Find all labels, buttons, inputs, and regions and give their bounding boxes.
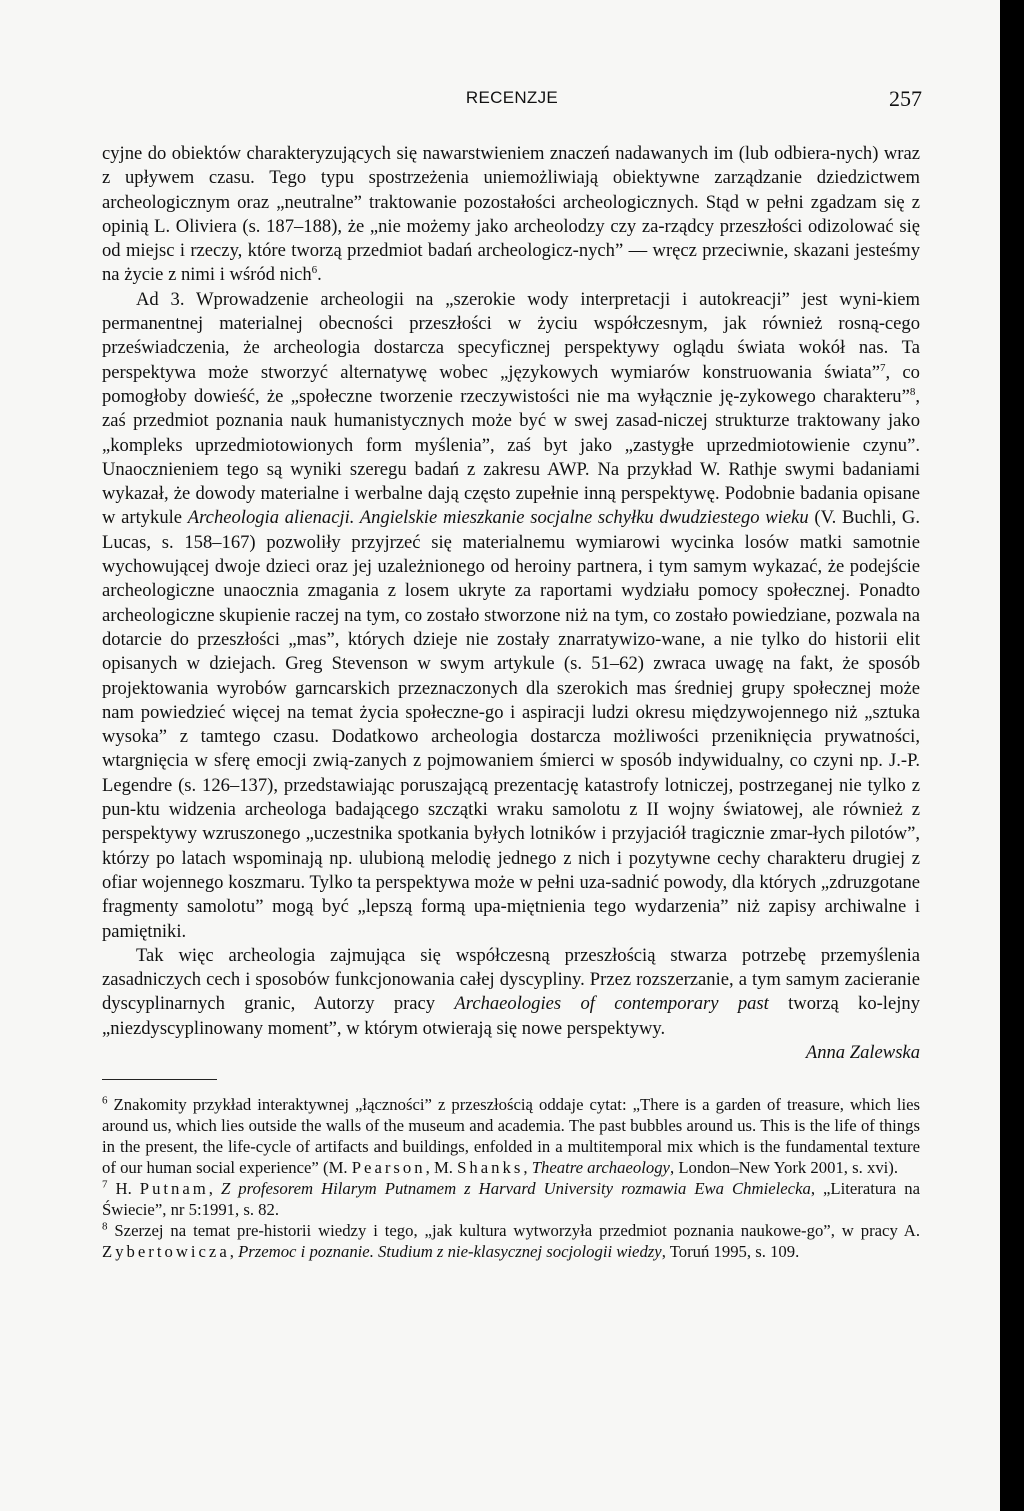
footnote-divider	[102, 1079, 217, 1080]
text-run: cyjne do obiektów charakteryzujących się nawarstwieniem znaczeń nadawanych im (lub odbiera-nych) wraz z upływem czasu. Tego typu spostrzeżenia uniemożliwiają obiektywne zarządzanie dziedzictwem archeologicznym oraz „neutralne” traktowanie pozostałości archeologicznych. Stąd w pełni zgadzam się z opinią L. Oliviera (s. 187–188), że „nie możemy jako archeolodzy czy za-rządcy przeszłości odizolować się od miejsc i rzeczy, które tworzą przedmiot badań archeologicz-nych” — wręcz przeciwnie, skazani jesteśmy na życie z nimi i wśród nich	[102, 143, 920, 286]
text-run: (V. Buchli, G. Lucas, s. 158–167) pozwoliły przyjrzeć się materialnemu wymiarowi wycinka losów matki samotnie wychowującej dwoje dzieci oraz jej uzależnionego od heroiny partnera, i tym samym wykazać, że podejście archeologiczne unaocznia zmagania z losem ukryte za raportami wydziału pomocy społecznej. Ponadto archeologiczne skupienie raczej na tym, co zostało stworzone niż na tym, co zostało powiedziane, pozwala na dotarcie do przeszłości „mas”, których dzieje nie zostały znarratywizo-wane, a nie tylko do historii elit opisanych w dziejach. Greg Stevenson w swym artykule (s. 51–62) zwraca uwagę na fakt, że sposób projektowania wyrobów garncarskich przeznaczonych dla szerokich mas średniej grupy społecznej może nam powiedzieć więcej na temat życia społeczne-go i aspiracji ludzi okresu międzywojennego niż „sztuka wysoka” z tamtego czasu. Dodatkowo archeologia dostarcza możliwości przeniknięcia prywatności, wtargnięcia w sferę emocji zwią-zanych z pojmowaniem śmierci w sposób indywidualny, co czyni np. J.-P. Legendre (s. 126–137), przedstawiając poruszającą prezentację katastrofy lotniczej, postrzeganej nie tylko z pun-ktu widzenia archeologa badającego szczątki wraku samolotu z II wojny światowej, ale również z perspektywy wzruszonego „uczestnika spotkania byłych lotników i przyjaciół tragicznie zmar-łych pilotów”, którzy po latach wspominają np. ulubioną melodię jednego z nich i pozytywne cechy charakteru drugiej z ofiar wojennego koszmaru. Tylko ta perspektywa może w pełni uza-sadnić powody, dla których „zdruzgotane fragmenty samolotu” mogą być „lepszą formą upa-miętnienia tego wydarzenia” niż zapisy archiwalne i pamiętniki.	[102, 507, 920, 942]
text-run: ,	[523, 1158, 532, 1178]
footnote-ref-8: 8	[909, 385, 916, 398]
footnote-7	[102, 1178, 920, 1220]
text-run: , zaś przedmiot poznania nauk humanistycznych może być w swej zasad-niczej strukturze traktowany jako „kompleks uprzedmiotowionych form myślenia”, zaś byt jako „zastygłe uprzedmiotowienie czynu”. Unaocznieniem tego są wyniki szeregu badań z zakresu AWP. Na przykład W. Rathje swymi badaniami wykazał, że dowody materialne i werbalne dają często zupełnie inną perspektywę. Podobnie badania opisane w artykule	[102, 385, 920, 529]
text-run: tworzą ko-lejny „niezdyscyplinowany moment”, w którym otwierają się nowe perspektywy.	[102, 993, 920, 1039]
page-header	[102, 88, 922, 118]
author-signature: Anna Zalewska	[805, 1041, 920, 1063]
article-title: Archeologia alienacji. Angielskie mieszkanie socjalne schyłku dwudziestego wieku	[187, 507, 809, 529]
author-name: Zybertowicza	[102, 1242, 230, 1262]
footnote-ref-7: 7	[879, 361, 886, 374]
text-run: Znakomity przykład interaktywnej „łączności” z przeszłością oddaje cytat: „There is a garden of treasure, which lies around us, which lies outside the walls of the museum and academia. The past bubbles around us. This is the life of things in the present, the life-cycle of artifacts and buildings, enfolded in a multitemporal mix which is the fundamental texture of our human social experience” (M.	[102, 1095, 920, 1178]
text-run: Szerzej na temat pre-historii wiedzy i tego, „jak kultura wytworzyła przedmiot poznania naukowe-go”, w pracy A.	[114, 1221, 920, 1241]
text-run: Tak więc archeologia zajmująca się współczesną przeszłością stwarza potrzebę przemyślenia zasadniczych cech i sposobów funkcjonowania całej dyscypliny. Przez rozszerzanie, a tym samym zacieranie dyscyplinarnych granic, Autorzy pracy	[102, 944, 920, 1015]
running-head: RECENZJE	[465, 88, 559, 107]
paragraph-2	[102, 288, 920, 944]
footnote-number: 8	[102, 1220, 108, 1233]
text-run: .	[317, 264, 322, 286]
body-text	[102, 142, 920, 1262]
text-run: H.	[115, 1179, 140, 1199]
text-run: ,	[208, 1179, 221, 1199]
footnote-number: 6	[102, 1094, 108, 1107]
footnote-number: 7	[102, 1178, 108, 1191]
author-name: Putnam	[139, 1179, 209, 1199]
text-run: , „Literatura na Świecie”, nr 5:1991, s. 82.	[102, 1179, 920, 1220]
interview-title: Z profesorem Hilarym Putnamem z Harvard University rozmawia Ewa Chmielecka	[221, 1179, 811, 1199]
text-run: Ad 3. Wprowadzenie archeologii na „szerokie wody interpretacji i autokreacji” jest wyni-kiem permanentnej materialnej obecności przeszłości w życiu współczesnym, jak również rosną-cego przeświadczenia, że archeologia dostarcza specyficznej perspektywy oglądu świata wokół nas. Ta perspektywa może stworzyć alternatywę wobec „językowych wymiarów konstruowania świata”	[102, 288, 920, 383]
book-title: Theatre archaeology	[531, 1158, 670, 1178]
text-run: ,	[229, 1242, 239, 1262]
page-number: 257	[889, 86, 922, 111]
footnote-ref-6: 6	[311, 264, 318, 277]
text-run: , M.	[425, 1158, 458, 1178]
footnote-8	[102, 1220, 920, 1262]
book-title: Przemoc i poznanie. Studium z nie-klasycznej socjologii wiedzy	[238, 1242, 662, 1262]
text-run: , London–New York 2001, s. xvi).	[669, 1158, 899, 1178]
text-run: , Toruń 1995, s. 109.	[661, 1242, 800, 1262]
author-name: Shanks	[457, 1158, 524, 1178]
paragraph-1	[102, 142, 920, 288]
author-name: Pearson	[351, 1158, 426, 1178]
paragraph-3	[102, 944, 920, 1041]
footnote-6	[102, 1094, 920, 1178]
book-title: Archaeologies of contemporary past	[454, 993, 769, 1015]
text-run: , co pomogłoby dowieść, że „społeczne tworzenie rzeczywistości nie ma wyłącznie ję-zykowego charakteru”	[102, 361, 920, 407]
